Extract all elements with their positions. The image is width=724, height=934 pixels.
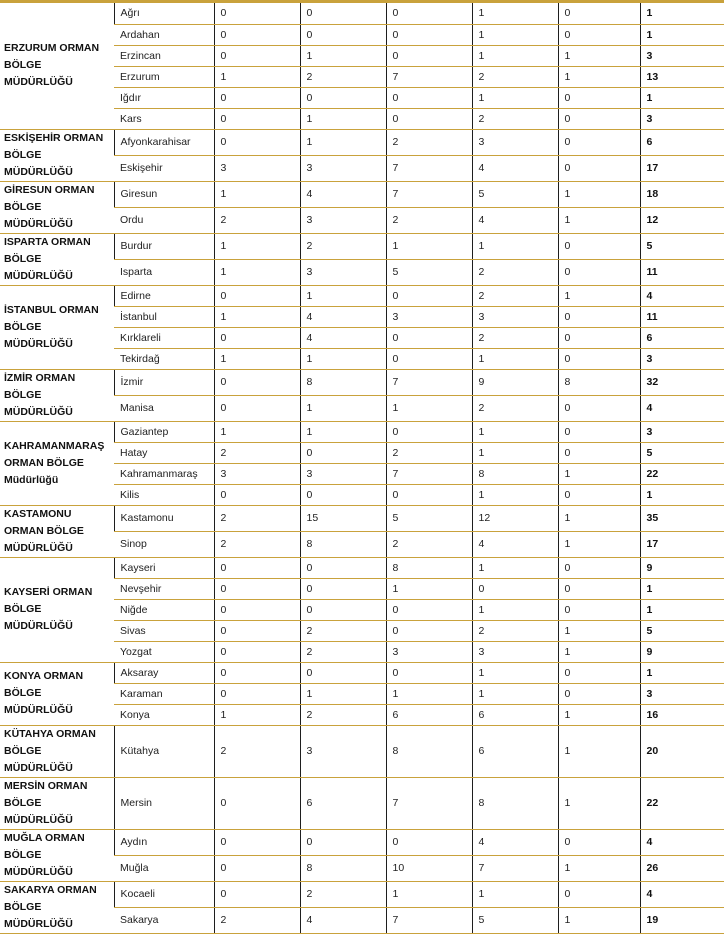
count-cell: 3 [386,641,472,662]
province-name: Karaman [114,683,214,704]
table-row [0,3,724,24]
province-name: Sinop [114,531,214,557]
count-cell: 1 [300,129,386,155]
count-cell: 0 [214,662,300,683]
table-row [0,129,724,155]
count-cell: 2 [386,531,472,557]
count-cell: 0 [472,578,558,599]
count-cell: 3 [300,725,386,777]
count-cell: 1 [300,421,386,442]
total-cell: 19 [640,907,724,933]
count-cell: 0 [558,484,640,505]
count-cell: 2 [214,907,300,933]
count-cell: 7 [386,907,472,933]
count-cell: 0 [558,829,640,855]
count-cell: 0 [386,829,472,855]
region-name: ERZURUM ORMAN BÖLGE MÜDÜRLÜĞÜ [0,3,114,129]
total-cell: 35 [640,505,724,531]
table-row [0,881,724,907]
count-cell: 0 [386,484,472,505]
province-name: Afyonkarahisar [114,129,214,155]
region-name: MUĞLA ORMAN BÖLGE MÜDÜRLÜĞÜ [0,829,114,881]
count-cell: 2 [472,395,558,421]
count-cell: 0 [214,87,300,108]
count-cell: 0 [386,24,472,45]
count-cell: 2 [214,531,300,557]
count-cell: 8 [300,855,386,881]
province-name: Kocaeli [114,881,214,907]
total-cell: 1 [640,599,724,620]
count-cell: 2 [472,285,558,306]
total-cell: 5 [640,233,724,259]
count-cell: 1 [472,442,558,463]
province-name: Nevşehir [114,578,214,599]
count-cell: 0 [214,855,300,881]
total-cell: 26 [640,855,724,881]
region-name: KONYA ORMAN BÖLGE MÜDÜRLÜĞÜ [0,662,114,725]
total-cell: 1 [640,3,724,24]
count-cell: 0 [558,108,640,129]
count-cell: 1 [472,599,558,620]
count-cell: 0 [214,285,300,306]
count-cell: 0 [214,484,300,505]
count-cell: 2 [300,66,386,87]
total-cell: 22 [640,777,724,829]
region-name: KAYSERİ ORMAN BÖLGE MÜDÜRLÜĞÜ [0,557,114,662]
province-name: Tekirdağ [114,348,214,369]
count-cell: 0 [214,3,300,24]
table-row [0,777,724,829]
total-cell: 3 [640,348,724,369]
count-cell: 1 [558,66,640,87]
region-name: MERSİN ORMAN BÖLGE MÜDÜRLÜĞÜ [0,777,114,829]
count-cell: 9 [472,369,558,395]
total-cell: 17 [640,531,724,557]
count-cell: 1 [472,3,558,24]
count-cell: 0 [558,662,640,683]
count-cell: 1 [300,395,386,421]
count-cell: 6 [386,704,472,725]
count-cell: 0 [558,442,640,463]
count-cell: 0 [214,557,300,578]
count-cell: 7 [386,155,472,181]
region-name: SAKARYA ORMAN BÖLGE MÜDÜRLÜĞÜ [0,881,114,933]
count-cell: 12 [472,505,558,531]
count-cell: 1 [558,641,640,662]
count-cell: 0 [214,369,300,395]
province-name: Manisa [114,395,214,421]
count-cell: 3 [300,259,386,285]
count-cell: 1 [214,233,300,259]
table-row [0,725,724,777]
count-cell: 8 [300,369,386,395]
count-cell: 1 [214,421,300,442]
count-cell: 3 [214,463,300,484]
count-cell: 0 [558,395,640,421]
province-name: Ardahan [114,24,214,45]
count-cell: 1 [300,45,386,66]
total-cell: 6 [640,327,724,348]
count-cell: 1 [386,683,472,704]
total-cell: 1 [640,484,724,505]
total-cell: 6 [640,129,724,155]
count-cell: 1 [472,421,558,442]
count-cell: 0 [214,578,300,599]
table-row [0,421,724,442]
count-cell: 0 [558,578,640,599]
count-cell: 6 [472,704,558,725]
count-cell: 3 [386,306,472,327]
total-cell: 3 [640,45,724,66]
count-cell: 0 [214,881,300,907]
count-cell: 0 [386,87,472,108]
count-cell: 1 [386,233,472,259]
count-cell: 7 [386,181,472,207]
count-cell: 4 [300,306,386,327]
province-name: Isparta [114,259,214,285]
province-name: Yozgat [114,641,214,662]
count-cell: 1 [472,557,558,578]
count-cell: 0 [386,45,472,66]
count-cell: 7 [386,369,472,395]
province-name: Kırklareli [114,327,214,348]
table-row [0,181,724,207]
total-cell: 1 [640,87,724,108]
count-cell: 0 [214,683,300,704]
count-cell: 0 [558,129,640,155]
fire-statistics-table [0,3,724,934]
count-cell: 0 [558,233,640,259]
count-cell: 0 [386,620,472,641]
table-body [0,3,724,933]
count-cell: 0 [558,3,640,24]
count-cell: 8 [472,777,558,829]
count-cell: 1 [386,578,472,599]
count-cell: 1 [386,395,472,421]
province-name: Niğde [114,599,214,620]
count-cell: 0 [558,306,640,327]
total-cell: 4 [640,881,724,907]
province-name: Sakarya [114,907,214,933]
total-cell: 9 [640,557,724,578]
count-cell: 0 [558,259,640,285]
province-name: Ağrı [114,3,214,24]
count-cell: 2 [300,704,386,725]
count-cell: 1 [558,531,640,557]
count-cell: 0 [214,777,300,829]
count-cell: 6 [472,725,558,777]
total-cell: 9 [640,641,724,662]
province-name: Kütahya [114,725,214,777]
count-cell: 5 [472,907,558,933]
count-cell: 3 [214,155,300,181]
total-cell: 22 [640,463,724,484]
province-name: Eskişehir [114,155,214,181]
count-cell: 1 [558,704,640,725]
total-cell: 20 [640,725,724,777]
count-cell: 0 [300,87,386,108]
count-cell: 0 [386,327,472,348]
region-name: İZMİR ORMAN BÖLGE MÜDÜRLÜĞÜ [0,369,114,421]
count-cell: 1 [558,207,640,233]
count-cell: 15 [300,505,386,531]
count-cell: 1 [558,285,640,306]
total-cell: 12 [640,207,724,233]
count-cell: 0 [386,108,472,129]
table-row [0,662,724,683]
total-cell: 32 [640,369,724,395]
count-cell: 0 [300,3,386,24]
province-name: Konya [114,704,214,725]
province-name: Burdur [114,233,214,259]
count-cell: 0 [558,327,640,348]
count-cell: 0 [558,24,640,45]
count-cell: 0 [300,24,386,45]
count-cell: 0 [214,829,300,855]
count-cell: 0 [300,578,386,599]
province-name: Kahramanmaraş [114,463,214,484]
count-cell: 1 [472,683,558,704]
count-cell: 3 [472,306,558,327]
count-cell: 0 [386,599,472,620]
count-cell: 1 [472,348,558,369]
count-cell: 0 [558,87,640,108]
count-cell: 1 [214,181,300,207]
count-cell: 4 [300,181,386,207]
count-cell: 8 [386,557,472,578]
count-cell: 5 [386,505,472,531]
count-cell: 0 [558,421,640,442]
count-cell: 0 [558,155,640,181]
count-cell: 0 [300,484,386,505]
count-cell: 8 [558,369,640,395]
count-cell: 2 [472,108,558,129]
total-cell: 4 [640,829,724,855]
count-cell: 0 [300,662,386,683]
count-cell: 2 [300,620,386,641]
province-name: Mersin [114,777,214,829]
count-cell: 0 [558,599,640,620]
region-name: ESKİŞEHİR ORMAN BÖLGE MÜDÜRLÜĞÜ [0,129,114,181]
count-cell: 1 [472,484,558,505]
count-cell: 7 [386,66,472,87]
table-row [0,557,724,578]
count-cell: 3 [300,207,386,233]
count-cell: 5 [386,259,472,285]
total-cell: 18 [640,181,724,207]
count-cell: 0 [214,641,300,662]
province-name: Erzincan [114,45,214,66]
province-name: Kayseri [114,557,214,578]
total-cell: 16 [640,704,724,725]
total-cell: 5 [640,442,724,463]
count-cell: 1 [214,306,300,327]
total-cell: 11 [640,306,724,327]
count-cell: 1 [472,233,558,259]
province-name: Sivas [114,620,214,641]
count-cell: 1 [472,24,558,45]
province-name: Aksaray [114,662,214,683]
count-cell: 0 [386,348,472,369]
count-cell: 1 [472,662,558,683]
table-row [0,505,724,531]
province-name: Kilis [114,484,214,505]
count-cell: 1 [558,907,640,933]
count-cell: 1 [472,881,558,907]
count-cell: 2 [214,725,300,777]
count-cell: 1 [558,181,640,207]
total-cell: 3 [640,683,724,704]
count-cell: 0 [558,348,640,369]
province-name: Hatay [114,442,214,463]
count-cell: 0 [386,285,472,306]
total-cell: 1 [640,24,724,45]
count-cell: 1 [214,348,300,369]
total-cell: 3 [640,421,724,442]
count-cell: 2 [300,641,386,662]
count-cell: 2 [472,327,558,348]
province-name: Edirne [114,285,214,306]
province-name: Kastamonu [114,505,214,531]
count-cell: 2 [300,233,386,259]
count-cell: 2 [386,129,472,155]
count-cell: 1 [472,45,558,66]
count-cell: 0 [300,829,386,855]
count-cell: 2 [472,620,558,641]
count-cell: 0 [558,683,640,704]
count-cell: 0 [386,3,472,24]
count-cell: 1 [300,108,386,129]
count-cell: 0 [386,662,472,683]
province-name: Aydın [114,829,214,855]
count-cell: 0 [214,129,300,155]
count-cell: 1 [214,66,300,87]
count-cell: 7 [386,777,472,829]
count-cell: 2 [300,881,386,907]
count-cell: 2 [386,207,472,233]
table-row [0,233,724,259]
count-cell: 2 [214,442,300,463]
province-name: Erzurum [114,66,214,87]
count-cell: 1 [558,620,640,641]
count-cell: 4 [472,829,558,855]
count-cell: 4 [300,327,386,348]
count-cell: 0 [214,108,300,129]
region-name: ISPARTA ORMAN BÖLGE MÜDÜRLÜĞÜ [0,233,114,285]
count-cell: 1 [558,45,640,66]
province-name: Ordu [114,207,214,233]
count-cell: 8 [300,531,386,557]
table-row [0,829,724,855]
region-name: GİRESUN ORMAN BÖLGE MÜDÜRLÜĞÜ [0,181,114,233]
province-name: Gaziantep [114,421,214,442]
count-cell: 3 [472,129,558,155]
count-cell: 1 [558,777,640,829]
total-cell: 4 [640,395,724,421]
count-cell: 7 [386,463,472,484]
count-cell: 2 [472,66,558,87]
count-cell: 8 [472,463,558,484]
total-cell: 1 [640,578,724,599]
count-cell: 0 [300,557,386,578]
count-cell: 1 [558,463,640,484]
total-cell: 13 [640,66,724,87]
region-name: KASTAMONU ORMAN BÖLGE MÜDÜRLÜĞÜ [0,505,114,557]
count-cell: 1 [300,285,386,306]
count-cell: 2 [214,207,300,233]
count-cell: 1 [386,881,472,907]
count-cell: 3 [472,641,558,662]
count-cell: 1 [558,725,640,777]
count-cell: 4 [472,207,558,233]
count-cell: 3 [300,155,386,181]
province-name: Kars [114,108,214,129]
table-row [0,369,724,395]
count-cell: 6 [300,777,386,829]
total-cell: 11 [640,259,724,285]
count-cell: 0 [386,421,472,442]
count-cell: 8 [386,725,472,777]
count-cell: 0 [300,442,386,463]
total-cell: 3 [640,108,724,129]
province-name: Giresun [114,181,214,207]
count-cell: 5 [472,181,558,207]
region-name: İSTANBUL ORMAN BÖLGE MÜDÜRLÜĞÜ [0,285,114,369]
count-cell: 0 [558,557,640,578]
count-cell: 1 [472,87,558,108]
province-name: İzmir [114,369,214,395]
count-cell: 1 [300,683,386,704]
count-cell: 3 [300,463,386,484]
count-cell: 0 [300,599,386,620]
count-cell: 1 [558,505,640,531]
table-row [0,285,724,306]
count-cell: 1 [300,348,386,369]
total-cell: 5 [640,620,724,641]
count-cell: 2 [386,442,472,463]
count-cell: 0 [558,881,640,907]
count-cell: 1 [214,259,300,285]
count-cell: 1 [558,855,640,881]
total-cell: 17 [640,155,724,181]
total-cell: 1 [640,662,724,683]
count-cell: 7 [472,855,558,881]
count-cell: 0 [214,395,300,421]
count-cell: 1 [214,704,300,725]
count-cell: 2 [472,259,558,285]
count-cell: 2 [214,505,300,531]
total-cell: 4 [640,285,724,306]
region-name: KAHRAMANMARAŞ ORMAN BÖLGE Müdürlüğü [0,421,114,505]
province-name: Muğla [114,855,214,881]
count-cell: 0 [214,24,300,45]
count-cell: 0 [214,620,300,641]
count-cell: 4 [472,531,558,557]
count-cell: 4 [300,907,386,933]
province-name: Iğdır [114,87,214,108]
region-name: KÜTAHYA ORMAN BÖLGE MÜDÜRLÜĞÜ [0,725,114,777]
count-cell: 0 [214,599,300,620]
count-cell: 10 [386,855,472,881]
count-cell: 0 [214,45,300,66]
count-cell: 0 [214,327,300,348]
province-name: İstanbul [114,306,214,327]
count-cell: 4 [472,155,558,181]
